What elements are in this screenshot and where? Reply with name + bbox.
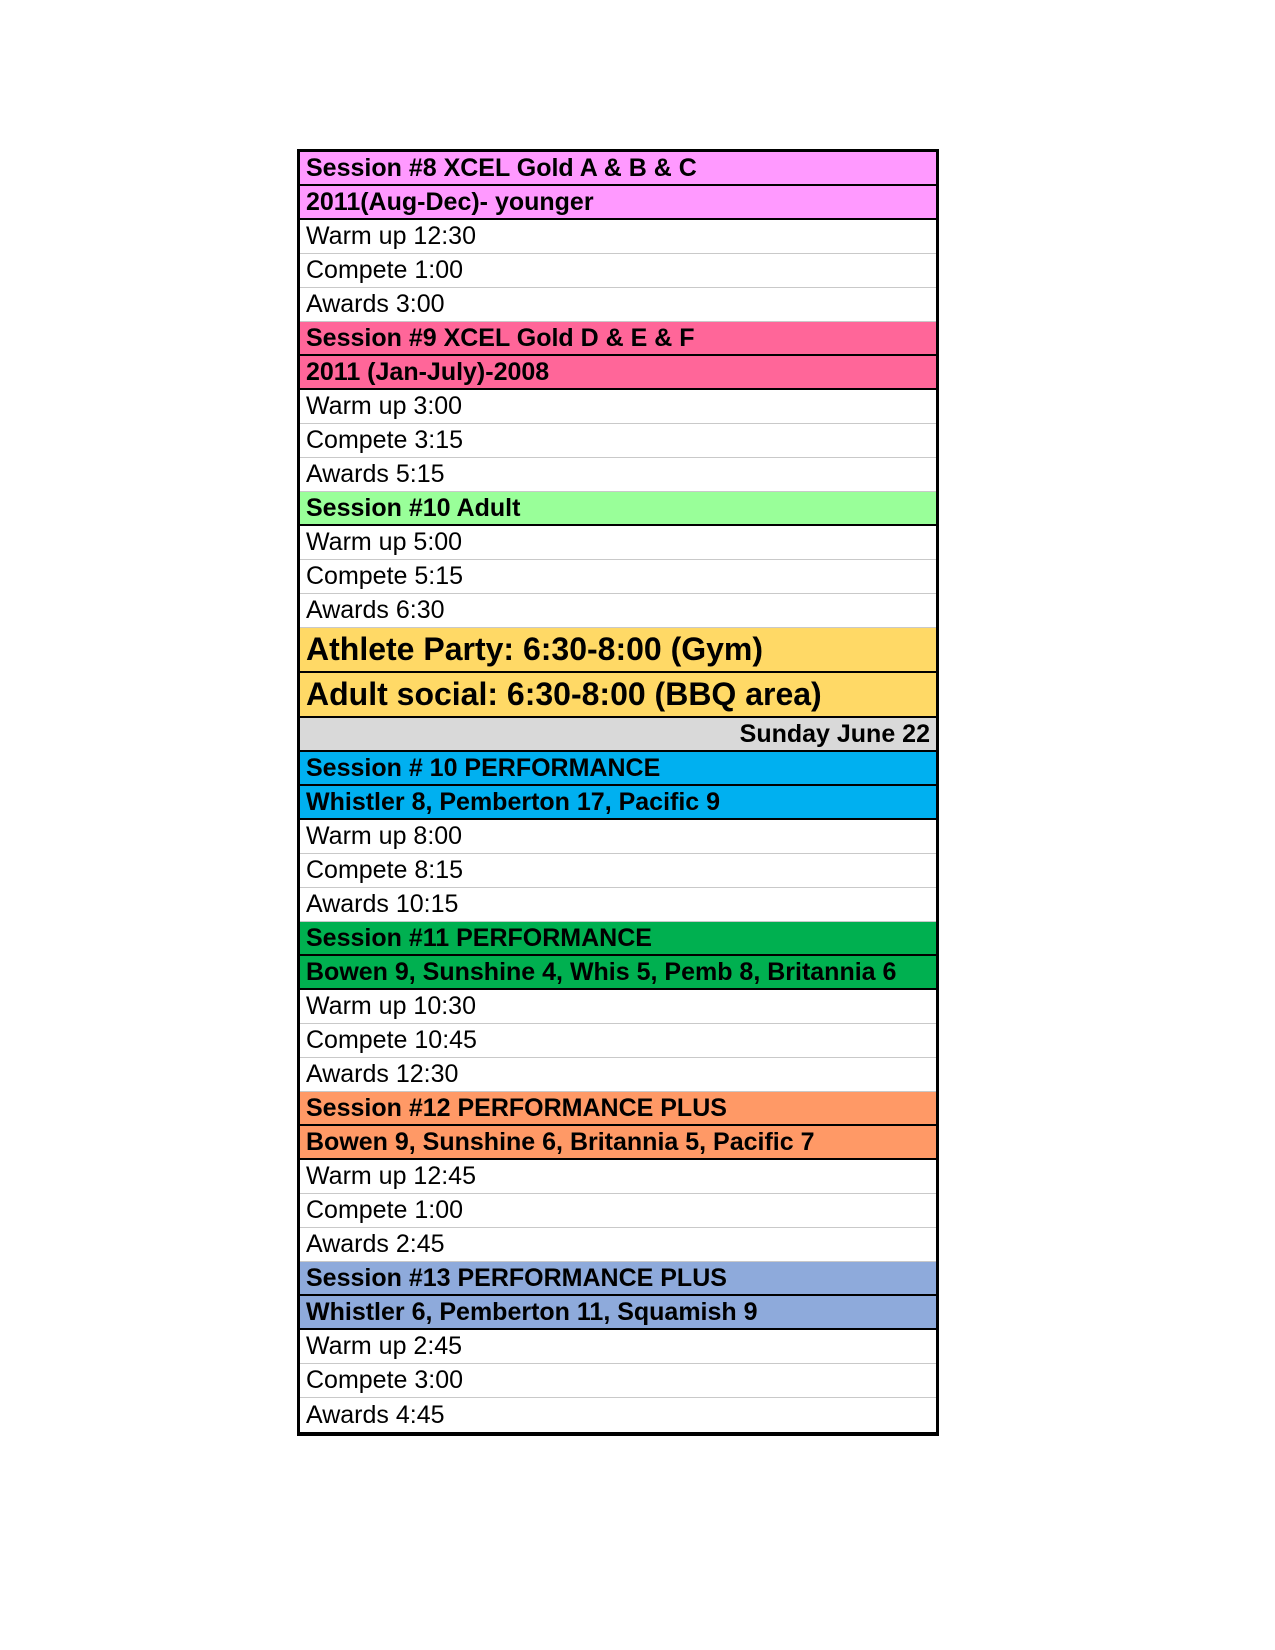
session-header-row: Whistler 8, Pemberton 17, Pacific 9 <box>300 786 936 820</box>
session-header-row: Bowen 9, Sunshine 4, Whis 5, Pemb 8, Britannia 6 <box>300 956 936 990</box>
time-row: Awards 4:45 <box>300 1398 936 1432</box>
session-header-row: 2011 (Jan-July)-2008 <box>300 356 936 390</box>
time-row: Awards 5:15 <box>300 458 936 492</box>
event-banner-row: Adult social: 6:30-8:00 (BBQ area) <box>300 673 936 718</box>
time-row: Compete 1:00 <box>300 254 936 288</box>
session-header-row: Session #11 PERFORMANCE <box>300 922 936 956</box>
session-header-row: Whistler 6, Pemberton 11, Squamish 9 <box>300 1296 936 1330</box>
time-row: Awards 12:30 <box>300 1058 936 1092</box>
time-row: Compete 3:00 <box>300 1364 936 1398</box>
session-header-row: Session # 10 PERFORMANCE <box>300 752 936 786</box>
time-row: Warm up 5:00 <box>300 526 936 560</box>
time-row: Compete 10:45 <box>300 1024 936 1058</box>
time-row: Warm up 8:00 <box>300 820 936 854</box>
time-row: Warm up 12:45 <box>300 1160 936 1194</box>
session-header-row: Session #9 XCEL Gold D & E & F <box>300 322 936 356</box>
session-header-row: Session #8 XCEL Gold A & B & C <box>300 152 936 186</box>
time-row: Compete 1:00 <box>300 1194 936 1228</box>
session-header-row: Bowen 9, Sunshine 6, Britannia 5, Pacific 7 <box>300 1126 936 1160</box>
time-row: Warm up 3:00 <box>300 390 936 424</box>
time-row: Compete 3:15 <box>300 424 936 458</box>
time-row: Compete 8:15 <box>300 854 936 888</box>
session-header-row: Session #12 PERFORMANCE PLUS <box>300 1092 936 1126</box>
time-row: Compete 5:15 <box>300 560 936 594</box>
time-row: Warm up 10:30 <box>300 990 936 1024</box>
session-header-row: 2011(Aug-Dec)- younger <box>300 186 936 220</box>
session-header-row: Session #13 PERFORMANCE PLUS <box>300 1262 936 1296</box>
time-row: Warm up 2:45 <box>300 1330 936 1364</box>
time-row: Awards 10:15 <box>300 888 936 922</box>
schedule-table <box>297 149 939 1436</box>
event-banner-row: Athlete Party: 6:30-8:00 (Gym) <box>300 628 936 673</box>
time-row: Awards 3:00 <box>300 288 936 322</box>
day-divider-row: Sunday June 22 <box>300 718 936 752</box>
time-row: Warm up 12:30 <box>300 220 936 254</box>
session-header-row: Session #10 Adult <box>300 492 936 526</box>
time-row: Awards 2:45 <box>300 1228 936 1262</box>
time-row: Awards 6:30 <box>300 594 936 628</box>
